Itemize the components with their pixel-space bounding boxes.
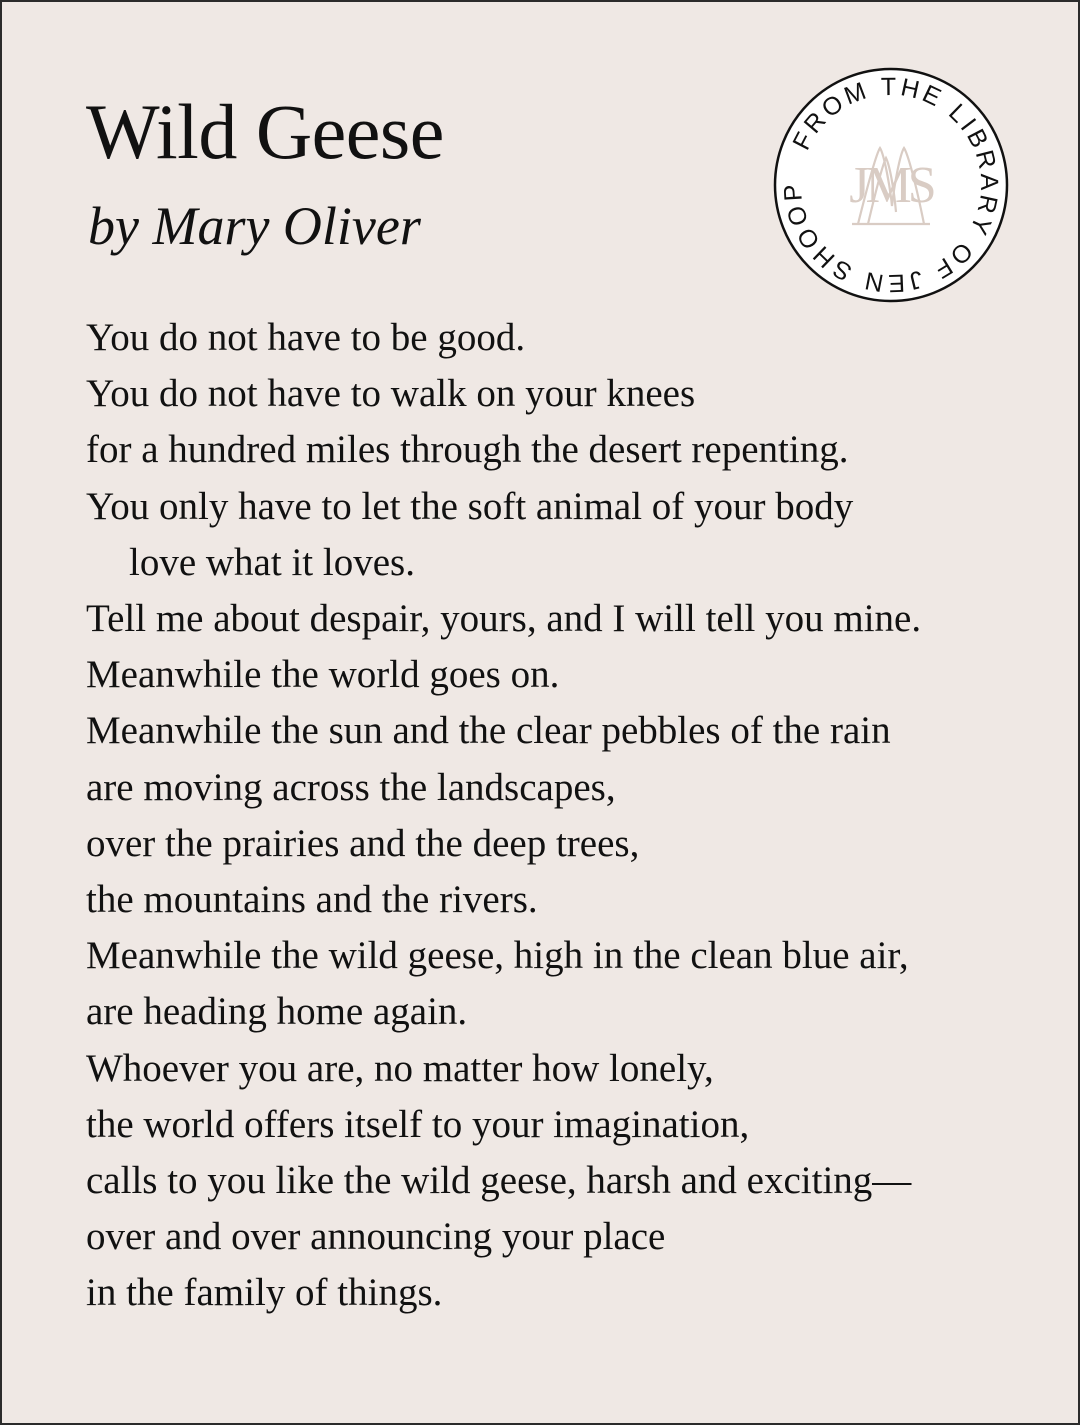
poem-body	[86, 310, 1046, 1322]
poem-line: You do not have to walk on your knees	[86, 372, 696, 416]
poem-line: over the prairies and the deep trees,	[86, 821, 640, 865]
poem-line: love what it loves.	[129, 540, 415, 584]
poem-line: calls to you like the wild geese, harsh and exciting—	[86, 1159, 912, 1203]
poem-title: Wild Geese	[86, 88, 444, 175]
poem-line: You do not have to be good.	[86, 316, 526, 359]
poem-line: the mountains and the rivers.	[86, 878, 538, 922]
poem-line: for a hundred miles through the desert repenting.	[86, 428, 849, 472]
poem-line: are moving across the landscapes,	[86, 765, 616, 809]
stamp-monogram	[849, 148, 933, 224]
poem-line: Whoever you are, no matter how lonely,	[86, 1046, 714, 1090]
poem-line: in the family of things.	[86, 1271, 443, 1315]
poem-line: the world offers itself to your imagination,	[86, 1102, 750, 1146]
svg-text:JMS: JMS	[849, 157, 933, 214]
stamp-ring-text: FROM THE LIBRARY OF JEN SHOOP	[778, 72, 1004, 298]
poem-line: Meanwhile the wild geese, high in the clean blue air,	[86, 934, 909, 978]
poem-author: by Mary Oliver	[88, 196, 421, 256]
poem-line: are heading home again.	[86, 990, 468, 1034]
poem-line: Meanwhile the world goes on.	[86, 653, 560, 697]
library-stamp-logo	[772, 66, 1010, 304]
poem-line: You only have to let the soft animal of your body	[86, 484, 854, 528]
poem-line: Tell me about despair, yours, and I will tell you mine.	[86, 597, 922, 641]
poem-line: Meanwhile the sun and the clear pebbles of the rain	[86, 709, 891, 753]
poem-line: over and over announcing your place	[86, 1215, 666, 1259]
